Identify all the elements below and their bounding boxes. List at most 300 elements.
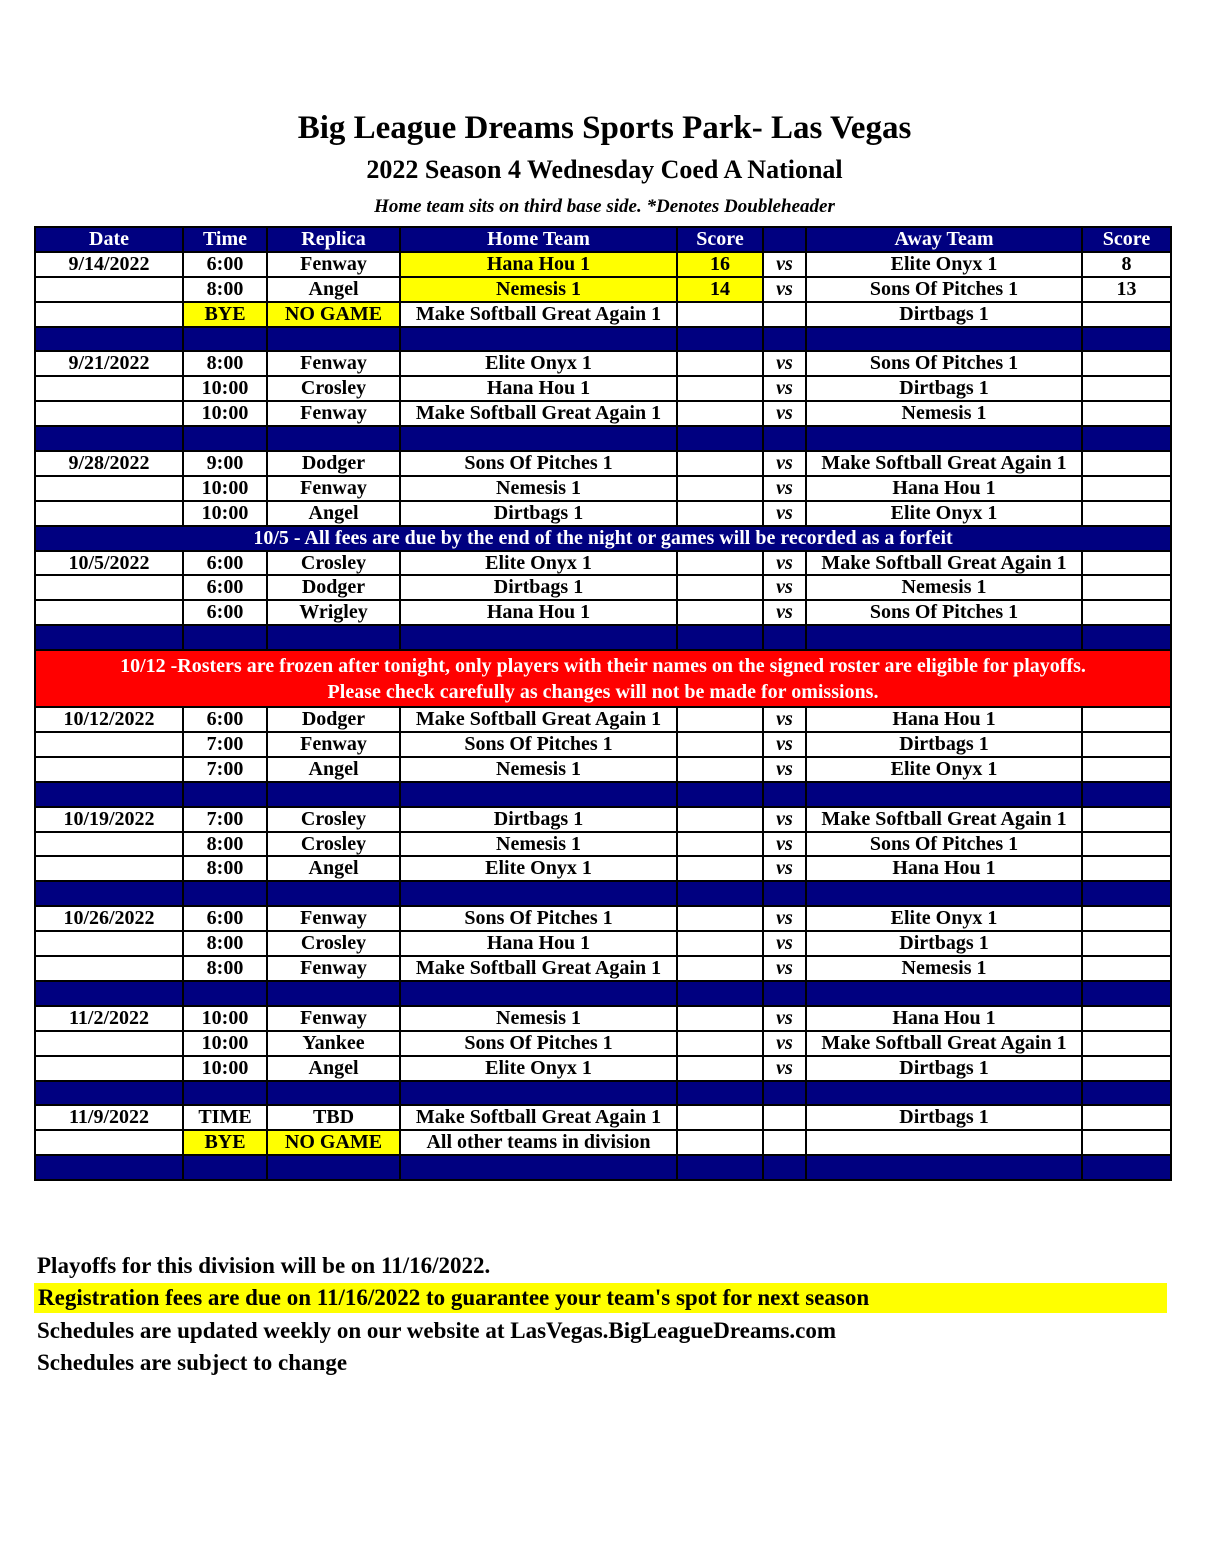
replica-cell: Fenway	[267, 476, 400, 501]
subject-to-change-note: Schedules are subject to change	[37, 1350, 348, 1375]
schedule-table	[34, 226, 1172, 1181]
away-team-cell: Hana Hou 1	[806, 1006, 1082, 1031]
schedule-body	[35, 227, 1171, 1180]
separator-cell	[35, 625, 183, 650]
time-cell: 6:00	[183, 600, 267, 625]
replica-cell: Angel	[267, 856, 400, 881]
replica-cell: Crosley	[267, 376, 400, 401]
away-score-cell	[1082, 807, 1171, 832]
away-score-cell	[1082, 906, 1171, 931]
home-team-cell: Dirtbags 1	[400, 575, 677, 600]
game-row	[35, 302, 1171, 327]
away-team-cell: Nemesis 1	[806, 401, 1082, 426]
separator-cell	[267, 625, 400, 650]
vs-cell: vs	[763, 757, 806, 782]
separator-cell	[35, 981, 183, 1006]
home-team-cell: Dirtbags 1	[400, 501, 677, 526]
time-cell: 6:00	[183, 707, 267, 732]
away-score-cell	[1082, 856, 1171, 881]
separator-cell	[677, 327, 763, 352]
replica-cell: Crosley	[267, 551, 400, 576]
separator-cell	[677, 426, 763, 451]
away-team-cell: Dirtbags 1	[806, 376, 1082, 401]
home-score-cell	[677, 302, 763, 327]
game-row	[35, 401, 1171, 426]
game-row	[35, 707, 1171, 732]
game-row	[35, 1006, 1171, 1031]
separator-cell	[806, 625, 1082, 650]
time-cell: 10:00	[183, 376, 267, 401]
home-score-cell	[677, 1031, 763, 1056]
notice-row	[35, 526, 1171, 551]
separator-cell	[1082, 327, 1171, 352]
away-team-cell: Make Softball Great Again 1	[806, 807, 1082, 832]
separator-cell	[1082, 782, 1171, 807]
replica-cell: Dodger	[267, 451, 400, 476]
away-score-cell	[1082, 1031, 1171, 1056]
away-score-cell	[1082, 832, 1171, 857]
vs-cell: vs	[763, 277, 806, 302]
game-row	[35, 931, 1171, 956]
page-note: Home team sits on third base side. *Denotes Doubleheader	[374, 196, 835, 217]
home-team-cell: Nemesis 1	[400, 476, 677, 501]
vs-cell	[763, 302, 806, 327]
home-team-cell: Nemesis 1	[400, 277, 677, 302]
away-score-cell	[1082, 351, 1171, 376]
home-team-cell: Make Softball Great Again 1	[400, 302, 677, 327]
replica-cell: Fenway	[267, 401, 400, 426]
home-team-cell: Hana Hou 1	[400, 931, 677, 956]
date-cell: 10/26/2022	[35, 906, 183, 931]
separator-cell	[1082, 881, 1171, 906]
game-row	[35, 252, 1171, 277]
separator-row	[35, 881, 1171, 906]
col-time-header: Time	[183, 227, 267, 252]
notice-text: 10/5 - All fees are due by the end of the night or games will be recorded as a forfeit	[35, 526, 1171, 551]
vs-cell: vs	[763, 401, 806, 426]
separator-cell	[763, 881, 806, 906]
game-row	[35, 1105, 1171, 1130]
separator-cell	[183, 881, 267, 906]
away-score-cell	[1082, 707, 1171, 732]
separator-cell	[1082, 1081, 1171, 1106]
home-team-cell: Hana Hou 1	[400, 376, 677, 401]
home-score-cell	[677, 575, 763, 600]
away-team-cell: Dirtbags 1	[806, 1105, 1082, 1130]
replica-cell: Dodger	[267, 707, 400, 732]
separator-cell	[400, 881, 677, 906]
home-score-cell	[677, 807, 763, 832]
time-cell: 7:00	[183, 807, 267, 832]
home-team-cell: Elite Onyx 1	[400, 1056, 677, 1081]
page-subtitle: 2022 Season 4 Wednesday Coed A National	[366, 155, 843, 184]
registration-note: Registration fees are due on 11/16/2022 to guarantee your team's spot for next season	[34, 1283, 1167, 1313]
replica-cell: Angel	[267, 277, 400, 302]
separator-row	[35, 782, 1171, 807]
game-row	[35, 856, 1171, 881]
date-cell	[35, 1130, 183, 1155]
game-row	[35, 277, 1171, 302]
date-cell	[35, 732, 183, 757]
away-team-cell: Nemesis 1	[806, 956, 1082, 981]
vs-cell: vs	[763, 732, 806, 757]
home-score-cell	[677, 931, 763, 956]
separator-cell	[677, 881, 763, 906]
vs-cell: vs	[763, 1056, 806, 1081]
vs-cell: vs	[763, 551, 806, 576]
separator-cell	[763, 1155, 806, 1180]
away-team-cell: Elite Onyx 1	[806, 501, 1082, 526]
away-team-cell: Make Softball Great Again 1	[806, 451, 1082, 476]
separator-cell	[806, 327, 1082, 352]
away-team-cell: Dirtbags 1	[806, 931, 1082, 956]
col-home-score-header: Score	[677, 227, 763, 252]
away-team-cell	[806, 1130, 1082, 1155]
vs-cell: vs	[763, 707, 806, 732]
separator-cell	[183, 1155, 267, 1180]
home-score-cell	[677, 1056, 763, 1081]
date-cell: 11/9/2022	[35, 1105, 183, 1130]
home-team-cell: Hana Hou 1	[400, 600, 677, 625]
home-team-cell: Sons Of Pitches 1	[400, 1031, 677, 1056]
home-score-cell	[677, 476, 763, 501]
replica-cell: Crosley	[267, 931, 400, 956]
date-cell: 10/19/2022	[35, 807, 183, 832]
separator-row	[35, 426, 1171, 451]
separator-cell	[400, 981, 677, 1006]
vs-cell: vs	[763, 956, 806, 981]
date-cell	[35, 757, 183, 782]
separator-cell	[267, 1155, 400, 1180]
date-cell: 9/28/2022	[35, 451, 183, 476]
time-cell: 10:00	[183, 401, 267, 426]
col-away-team-header: Away Team	[806, 227, 1082, 252]
home-score-cell	[677, 906, 763, 931]
replica-cell: Crosley	[267, 832, 400, 857]
away-score-cell: 8	[1082, 252, 1171, 277]
away-score-cell: 13	[1082, 277, 1171, 302]
vs-cell	[763, 1130, 806, 1155]
vs-cell: vs	[763, 1006, 806, 1031]
separator-cell	[267, 327, 400, 352]
home-team-cell: Make Softball Great Again 1	[400, 707, 677, 732]
game-row	[35, 1130, 1171, 1155]
separator-cell	[267, 426, 400, 451]
website-note: Schedules are updated weekly on our website at LasVegas.BigLeagueDreams.com	[37, 1318, 837, 1343]
away-team-cell: Dirtbags 1	[806, 302, 1082, 327]
vs-cell: vs	[763, 501, 806, 526]
separator-cell	[267, 1081, 400, 1106]
time-cell: 6:00	[183, 906, 267, 931]
separator-cell	[267, 782, 400, 807]
away-score-cell	[1082, 551, 1171, 576]
date-cell	[35, 376, 183, 401]
date-cell	[35, 956, 183, 981]
vs-cell: vs	[763, 931, 806, 956]
game-row	[35, 1056, 1171, 1081]
time-cell: 8:00	[183, 277, 267, 302]
date-cell: 10/5/2022	[35, 551, 183, 576]
date-cell	[35, 501, 183, 526]
notice-line-2: Please check carefully as changes will not be made for omissions.	[327, 680, 879, 703]
away-score-cell	[1082, 1130, 1171, 1155]
time-cell: TIME	[183, 1105, 267, 1130]
separator-cell	[677, 625, 763, 650]
away-team-cell: Sons Of Pitches 1	[806, 351, 1082, 376]
vs-cell: vs	[763, 807, 806, 832]
home-score-cell	[677, 856, 763, 881]
home-team-cell: Make Softball Great Again 1	[400, 956, 677, 981]
separator-cell	[677, 1155, 763, 1180]
home-team-cell: Sons Of Pitches 1	[400, 451, 677, 476]
time-cell: 7:00	[183, 732, 267, 757]
date-cell	[35, 575, 183, 600]
vs-cell: vs	[763, 856, 806, 881]
separator-cell	[400, 625, 677, 650]
separator-cell	[35, 881, 183, 906]
home-score-cell	[677, 1105, 763, 1130]
game-row	[35, 1031, 1171, 1056]
replica-cell: NO GAME	[267, 1130, 400, 1155]
col-home-team-header: Home Team	[400, 227, 677, 252]
home-team-cell: Elite Onyx 1	[400, 551, 677, 576]
away-score-cell	[1082, 956, 1171, 981]
home-team-cell: Hana Hou 1	[400, 252, 677, 277]
replica-cell: Fenway	[267, 351, 400, 376]
time-cell: 10:00	[183, 1006, 267, 1031]
separator-row	[35, 625, 1171, 650]
home-score-cell	[677, 376, 763, 401]
time-cell: 6:00	[183, 252, 267, 277]
home-team-cell: Make Softball Great Again 1	[400, 401, 677, 426]
roster-freeze-notice-row	[35, 650, 1171, 707]
separator-cell	[806, 981, 1082, 1006]
game-row	[35, 575, 1171, 600]
separator-cell	[35, 1081, 183, 1106]
home-score-cell	[677, 832, 763, 857]
time-cell: 9:00	[183, 451, 267, 476]
separator-cell	[806, 426, 1082, 451]
replica-cell: TBD	[267, 1105, 400, 1130]
separator-cell	[763, 782, 806, 807]
home-score-cell	[677, 707, 763, 732]
separator-cell	[400, 426, 677, 451]
separator-cell	[183, 327, 267, 352]
separator-row	[35, 1155, 1171, 1180]
away-score-cell	[1082, 600, 1171, 625]
away-score-cell	[1082, 1006, 1171, 1031]
date-cell	[35, 600, 183, 625]
separator-row	[35, 1081, 1171, 1106]
replica-cell: Fenway	[267, 956, 400, 981]
separator-cell	[806, 881, 1082, 906]
separator-cell	[677, 1081, 763, 1106]
away-score-cell	[1082, 1105, 1171, 1130]
away-team-cell: Make Softball Great Again 1	[806, 1031, 1082, 1056]
home-score-cell	[677, 451, 763, 476]
separator-cell	[806, 1081, 1082, 1106]
time-cell: 8:00	[183, 832, 267, 857]
roster-freeze-notice	[35, 650, 1171, 707]
home-team-cell: Sons Of Pitches 1	[400, 906, 677, 931]
home-team-cell: Elite Onyx 1	[400, 856, 677, 881]
col-away-score-header: Score	[1082, 227, 1171, 252]
separator-cell	[183, 981, 267, 1006]
vs-cell: vs	[763, 376, 806, 401]
home-team-cell: All other teams in division	[400, 1130, 677, 1155]
page-title: Big League Dreams Sports Park- Las Vegas	[297, 110, 912, 146]
replica-cell: Fenway	[267, 732, 400, 757]
separator-cell	[400, 1155, 677, 1180]
vs-cell: vs	[763, 476, 806, 501]
away-score-cell	[1082, 476, 1171, 501]
home-score-cell: 14	[677, 277, 763, 302]
home-team-cell: Sons Of Pitches 1	[400, 732, 677, 757]
game-row	[35, 757, 1171, 782]
away-team-cell: Elite Onyx 1	[806, 906, 1082, 931]
separator-cell	[267, 981, 400, 1006]
date-cell	[35, 476, 183, 501]
away-team-cell: Elite Onyx 1	[806, 252, 1082, 277]
replica-cell: Wrigley	[267, 600, 400, 625]
away-score-cell	[1082, 732, 1171, 757]
game-row	[35, 451, 1171, 476]
replica-cell: NO GAME	[267, 302, 400, 327]
replica-cell: Fenway	[267, 1006, 400, 1031]
game-row	[35, 807, 1171, 832]
separator-row	[35, 981, 1171, 1006]
replica-cell: Fenway	[267, 906, 400, 931]
col-vs-header	[763, 227, 806, 252]
separator-cell	[1082, 1155, 1171, 1180]
away-score-cell	[1082, 931, 1171, 956]
date-cell	[35, 931, 183, 956]
date-cell	[35, 1056, 183, 1081]
separator-cell	[183, 782, 267, 807]
home-score-cell	[677, 732, 763, 757]
date-cell: 9/14/2022	[35, 252, 183, 277]
separator-cell	[183, 625, 267, 650]
date-cell: 10/12/2022	[35, 707, 183, 732]
game-row	[35, 476, 1171, 501]
time-cell: 6:00	[183, 551, 267, 576]
playoffs-note: Playoffs for this division will be on 11/16/2022.	[37, 1253, 491, 1278]
time-cell: 10:00	[183, 1056, 267, 1081]
away-score-cell	[1082, 302, 1171, 327]
vs-cell: vs	[763, 252, 806, 277]
separator-cell	[400, 782, 677, 807]
home-team-cell: Nemesis 1	[400, 757, 677, 782]
separator-cell	[806, 782, 1082, 807]
away-team-cell: Sons Of Pitches 1	[806, 832, 1082, 857]
home-score-cell	[677, 757, 763, 782]
date-cell: 9/21/2022	[35, 351, 183, 376]
time-cell: 8:00	[183, 856, 267, 881]
vs-cell: vs	[763, 906, 806, 931]
replica-cell: Dodger	[267, 575, 400, 600]
away-team-cell: Dirtbags 1	[806, 1056, 1082, 1081]
home-score-cell	[677, 401, 763, 426]
vs-cell: vs	[763, 451, 806, 476]
separator-cell	[763, 981, 806, 1006]
away-team-cell: Make Softball Great Again 1	[806, 551, 1082, 576]
home-team-cell: Dirtbags 1	[400, 807, 677, 832]
away-team-cell: Nemesis 1	[806, 575, 1082, 600]
separator-cell	[183, 426, 267, 451]
home-score-cell	[677, 501, 763, 526]
notice-line-1: 10/12 -Rosters are frozen after tonight, only players with their names on the signed roster are eligible for playoffs.	[120, 654, 1086, 677]
away-score-cell	[1082, 401, 1171, 426]
date-cell	[35, 401, 183, 426]
separator-cell	[183, 1081, 267, 1106]
replica-cell: Angel	[267, 1056, 400, 1081]
game-row	[35, 551, 1171, 576]
away-score-cell	[1082, 376, 1171, 401]
time-cell: 10:00	[183, 476, 267, 501]
away-score-cell	[1082, 1056, 1171, 1081]
home-score-cell	[677, 551, 763, 576]
game-row	[35, 501, 1171, 526]
header-row	[35, 227, 1171, 252]
separator-cell	[677, 782, 763, 807]
time-cell: 8:00	[183, 351, 267, 376]
home-score-cell	[677, 1130, 763, 1155]
date-cell	[35, 302, 183, 327]
away-team-cell: Hana Hou 1	[806, 707, 1082, 732]
game-row	[35, 600, 1171, 625]
home-score-cell	[677, 1006, 763, 1031]
game-row	[35, 732, 1171, 757]
replica-cell: Angel	[267, 501, 400, 526]
home-score-cell	[677, 351, 763, 376]
separator-cell	[1082, 426, 1171, 451]
separator-cell	[763, 327, 806, 352]
time-cell: BYE	[183, 1130, 267, 1155]
game-row	[35, 351, 1171, 376]
time-cell: 10:00	[183, 1031, 267, 1056]
time-cell: 8:00	[183, 956, 267, 981]
separator-cell	[35, 1155, 183, 1180]
replica-cell: Crosley	[267, 807, 400, 832]
game-row	[35, 376, 1171, 401]
separator-cell	[763, 426, 806, 451]
away-team-cell: Sons Of Pitches 1	[806, 277, 1082, 302]
time-cell: 10:00	[183, 501, 267, 526]
time-cell: 8:00	[183, 931, 267, 956]
replica-cell: Fenway	[267, 252, 400, 277]
date-cell	[35, 1031, 183, 1056]
time-cell: 7:00	[183, 757, 267, 782]
away-team-cell: Hana Hou 1	[806, 476, 1082, 501]
vs-cell: vs	[763, 575, 806, 600]
date-cell: 11/2/2022	[35, 1006, 183, 1031]
game-row	[35, 832, 1171, 857]
replica-cell: Angel	[267, 757, 400, 782]
home-team-cell: Nemesis 1	[400, 1006, 677, 1031]
away-team-cell: Dirtbags 1	[806, 732, 1082, 757]
home-team-cell: Nemesis 1	[400, 832, 677, 857]
game-row	[35, 956, 1171, 981]
col-date-header: Date	[35, 227, 183, 252]
separator-cell	[35, 426, 183, 451]
vs-cell: vs	[763, 832, 806, 857]
away-score-cell	[1082, 575, 1171, 600]
separator-cell	[35, 782, 183, 807]
separator-cell	[1082, 625, 1171, 650]
separator-cell	[763, 625, 806, 650]
date-cell	[35, 832, 183, 857]
home-team-cell: Make Softball Great Again 1	[400, 1105, 677, 1130]
